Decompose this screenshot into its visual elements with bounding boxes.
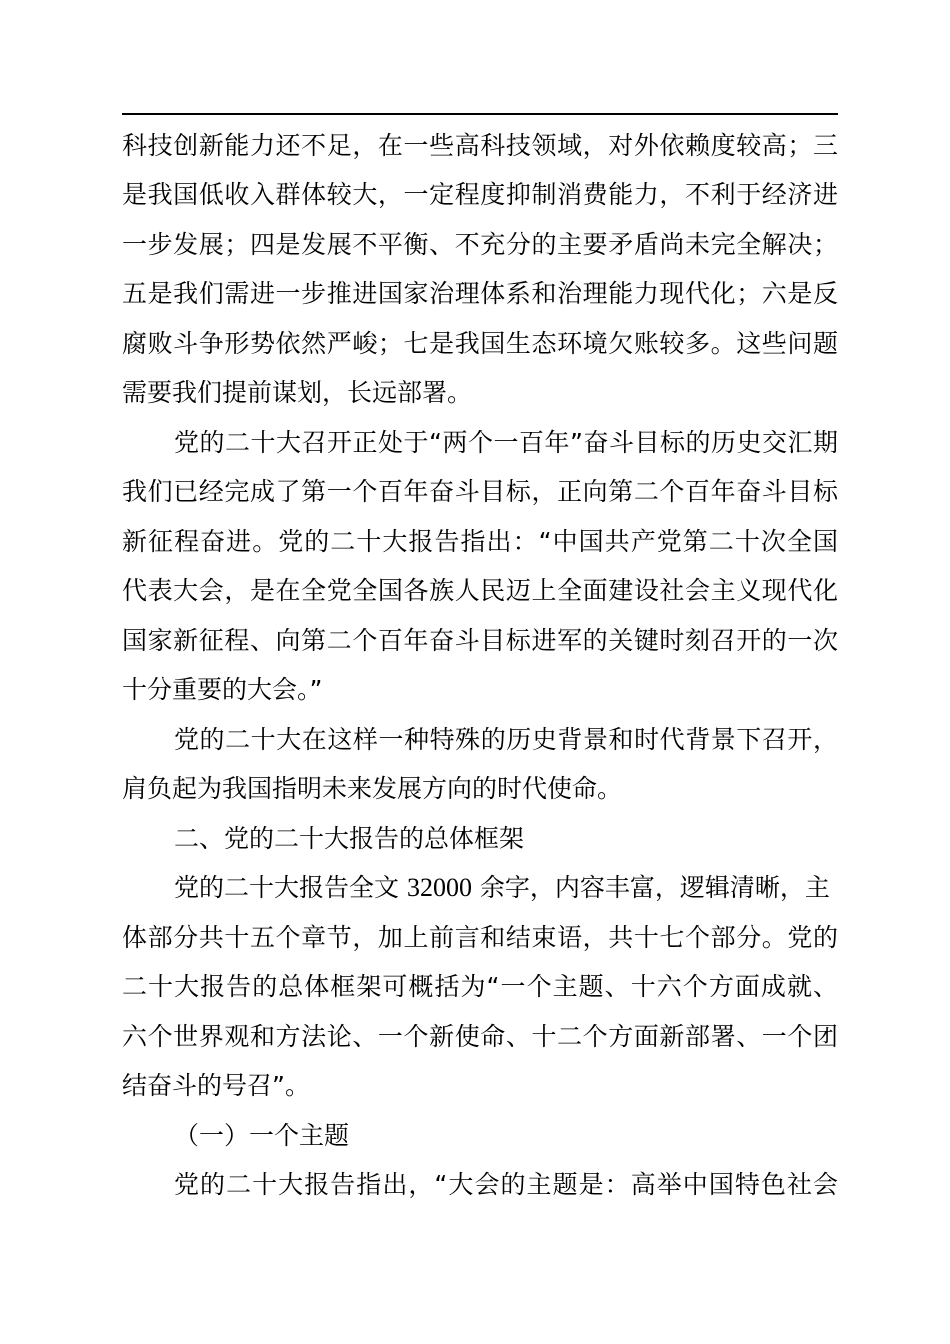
body-line: 体部分共十五个章节，加上前言和结束语，共十七个部分。党的 <box>122 923 838 952</box>
body-line: 六个世界观和方法论、一个新使命、十二个方面新部署、一个团 <box>122 1022 838 1051</box>
body-line: 是我国低收入群体较大，一定程度抑制消费能力，不利于经济进 <box>122 180 838 209</box>
paragraph-first-line: 党的二十大召开正处于“两个一百年”奋斗目标的历史交汇期 <box>174 428 838 457</box>
paragraph-first-line: 党的二十大在这样一种特殊的历史背景和时代背景下召开， <box>174 725 838 754</box>
body-line: 二十大报告的总体框架可概括为“一个主题、十六个方面成就、 <box>122 972 838 1001</box>
section-heading: 二、党的二十大报告的总体框架 <box>174 824 525 853</box>
body-line: 肩负起为我国指明未来发展方向的时代使命。 <box>122 774 623 803</box>
body-line: 新征程奋进。党的二十大报告指出：“中国共产党第二十次全国 <box>122 527 838 556</box>
paragraph-first-line: 党的二十大报告指出，“大会的主题是：高举中国特色社会 <box>174 1170 838 1199</box>
line-text: 党的二十大报告全文 <box>174 873 407 902</box>
line-text: 余字，内容丰富，逻辑清晰，主 <box>471 873 830 902</box>
body-line: 需要我们提前谋划，长远部署。 <box>122 378 473 407</box>
body-line: 科技创新能力还不足，在一些高科技领域，对外依赖度较高；三 <box>122 131 838 160</box>
body-line: 我们已经完成了第一个百年奋斗目标，正向第二个百年奋斗目标 <box>122 477 838 506</box>
body-line: 代表大会，是在全党全国各族人民迈上全面建设社会主义现代化 <box>122 576 838 605</box>
word-count-number: 32000 <box>406 873 472 902</box>
body-line: 十分重要的大会。” <box>122 675 323 704</box>
body-line: 一步发展；四是发展不平衡、不充分的主要矛盾尚未完全解决； <box>122 230 838 259</box>
body-line: 结奋斗的号召”。 <box>122 1071 310 1100</box>
subsection-heading: （一）一个主题 <box>174 1121 350 1150</box>
header-rule <box>122 113 838 115</box>
body-line: 腐败斗争形势依然严峻；七是我国生态环境欠账较多。这些问题 <box>122 329 838 358</box>
body-line: 五是我们需进一步推进国家治理体系和治理能力现代化；六是反 <box>122 279 838 308</box>
paragraph-first-line <box>174 868 838 908</box>
body-line: 国家新征程、向第二个百年奋斗目标进军的关键时刻召开的一次 <box>122 626 838 655</box>
